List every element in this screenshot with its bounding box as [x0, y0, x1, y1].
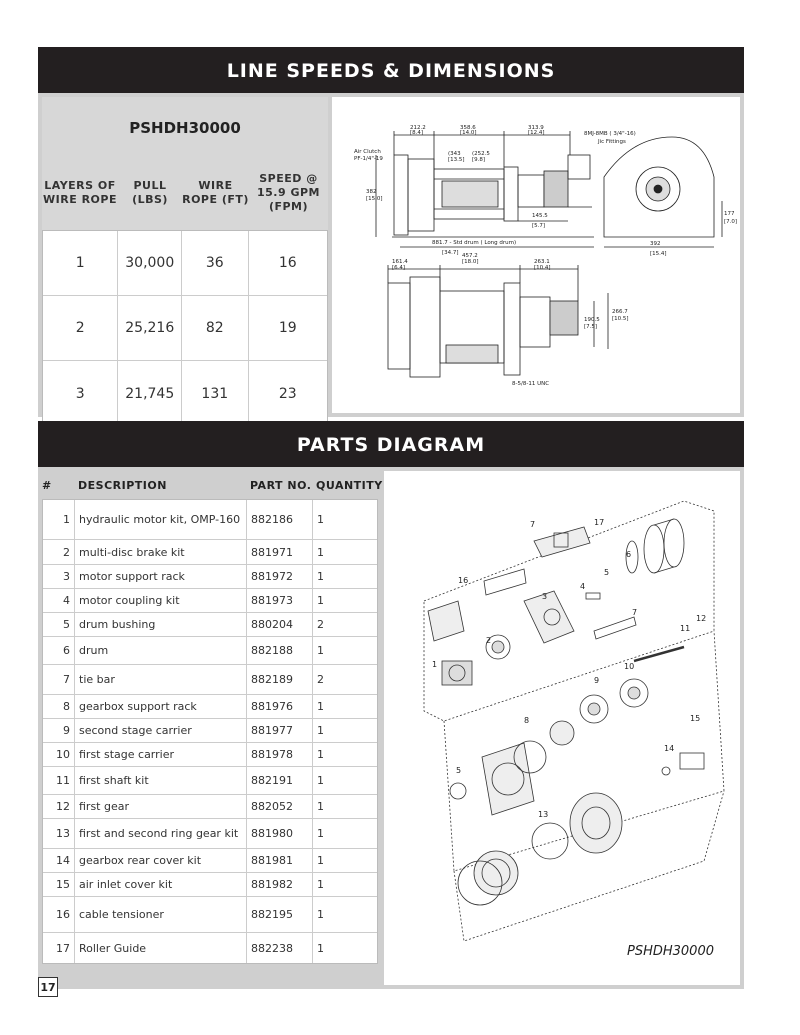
parts-cell: 1	[317, 800, 324, 813]
parts-cell: 882191	[247, 767, 313, 794]
parts-row	[43, 565, 377, 589]
header-description: DESCRIPTION	[78, 478, 167, 492]
air-clutch-thread: PF-1/4"-19	[354, 156, 383, 162]
parts-cell: 881981	[247, 849, 313, 872]
callout-6: 6	[626, 550, 632, 559]
parts-cell: 881976	[247, 695, 313, 718]
parts-cell: motor support rack	[75, 565, 247, 588]
parts-cell: Roller Guide	[75, 933, 247, 963]
spec-cell: 131	[182, 361, 249, 426]
parts-row	[43, 695, 377, 719]
parts-cell: air inlet cover kit	[75, 873, 247, 896]
parts-cell: 881978	[247, 743, 313, 766]
parts-cell: 1	[317, 774, 324, 787]
spec-cell: 2	[43, 296, 118, 360]
winch-dimension-svg	[332, 97, 740, 413]
dim-343-in: [13.5]	[448, 157, 465, 163]
parts-row	[43, 540, 377, 565]
parts-row	[43, 767, 377, 795]
parts-cell: 1	[317, 748, 324, 761]
dim-177-in: [7.0]	[724, 219, 738, 225]
parts-cell: 882052	[247, 795, 313, 818]
parts-cell: 11	[43, 767, 75, 794]
dim-392-in: [15.4]	[650, 251, 667, 257]
parts-cell: 16	[43, 897, 75, 932]
callout-7: 7	[632, 608, 638, 617]
parts-section	[38, 467, 744, 989]
line-speeds-section	[38, 93, 744, 417]
parts-cell: first gear	[75, 795, 247, 818]
header-number: #	[42, 478, 52, 492]
parts-cell: 881972	[247, 565, 313, 588]
parts-cell: 1	[317, 513, 324, 526]
callout-5: 5	[604, 568, 610, 577]
spec-row	[43, 231, 327, 296]
callout-5: 5	[456, 766, 462, 775]
parts-table	[42, 471, 383, 964]
spec-row	[43, 296, 327, 361]
dim-252: (252.5	[472, 151, 490, 157]
dim-177: 177	[724, 211, 735, 217]
parts-cell: 882195	[247, 897, 313, 932]
parts-cell: drum bushing	[75, 613, 247, 636]
header-speed: SPEED @ 15.9 GPM (FPM)	[256, 172, 320, 213]
parts-row	[43, 637, 377, 665]
parts-cell: 13	[43, 819, 75, 848]
dim-457: 457.2	[462, 253, 478, 259]
parts-cell: first shaft kit	[75, 767, 247, 794]
dim-190: 190.5	[584, 317, 600, 323]
parts-row	[43, 589, 377, 613]
parts-cell: 4	[43, 589, 75, 612]
parts-cell: 3	[43, 565, 75, 588]
parts-row	[43, 849, 377, 873]
spec-cell: 36	[182, 231, 249, 295]
callout-7: 7	[530, 520, 536, 529]
callout-9: 9	[594, 676, 600, 685]
dim-382: 382	[366, 189, 377, 195]
parts-cell: 1	[317, 827, 324, 840]
parts-cell: 12	[43, 795, 75, 818]
parts-cell: 17	[43, 933, 75, 963]
dim-190-in: [7.5]	[584, 324, 598, 330]
parts-cell: 9	[43, 719, 75, 742]
parts-cell: gearbox support rack	[75, 695, 247, 718]
air-clutch-label: Air Clutch	[354, 149, 381, 155]
dim-161: 161.4	[392, 259, 408, 265]
callout-17: 17	[594, 518, 605, 527]
callout-16: 16	[458, 576, 469, 585]
parts-cell: 882238	[247, 933, 313, 963]
dim-drum-in: [34.7]	[442, 250, 459, 256]
dim-161-in: [6.4]	[392, 265, 406, 271]
parts-cell: 1	[317, 545, 324, 559]
dim-212-in: [8.4]	[410, 130, 424, 136]
header-quantity: QUANTITY	[316, 478, 383, 492]
dim-263-in: [10.4]	[534, 265, 551, 271]
dim-358-in: [14.0]	[460, 130, 477, 136]
callout-10: 10	[624, 662, 635, 671]
parts-cell: 1	[317, 724, 324, 737]
callout-15: 15	[690, 714, 701, 723]
parts-row	[43, 500, 377, 540]
parts-cell: first and second ring gear kit	[75, 819, 247, 848]
parts-cell: drum	[75, 637, 247, 664]
parts-cell: hydraulic motor kit, OMP-160	[75, 500, 247, 539]
parts-row	[43, 795, 377, 819]
parts-cell: 14	[43, 849, 75, 872]
parts-cell: 881973	[247, 589, 313, 612]
header-pull: PULL (LBS)	[132, 179, 168, 206]
parts-cell: 6	[43, 637, 75, 664]
callout-13: 13	[538, 810, 549, 819]
parts-cell: 882186	[247, 500, 313, 539]
parts-cell: multi-disc brake kit	[75, 540, 247, 564]
parts-row	[43, 933, 377, 963]
bolt-spec: 8-5/8-11 UNC	[512, 381, 550, 387]
dim-drum: 881.7 - Std drum ( Long drum)	[432, 240, 517, 246]
parts-cell: 1	[317, 644, 324, 657]
spec-cell: 19	[278, 320, 297, 336]
spec-cell: 30,000	[118, 231, 182, 295]
spec-table-body	[42, 230, 328, 427]
dim-252-in: [9.8]	[472, 157, 486, 163]
parts-cell: 882188	[247, 637, 313, 664]
fitting-spec: 8MJ-8MB ( 3/4"-16)	[584, 131, 636, 137]
parts-cell: gearbox rear cover kit	[75, 849, 247, 872]
spec-cell: 16	[278, 255, 297, 271]
callout-3: 3	[542, 592, 548, 601]
dim-358: 358.6	[460, 125, 476, 131]
parts-cell: 2	[317, 618, 324, 631]
parts-cell: 1	[317, 878, 324, 891]
callout-8: 8	[524, 716, 530, 725]
parts-cell: 1	[43, 500, 75, 539]
dim-313-in: [12.4]	[528, 130, 545, 136]
parts-cell: 15	[43, 873, 75, 896]
line-speeds-title: LINE SPEEDS & DIMENSIONS	[38, 47, 744, 93]
dim-313: 313.9	[528, 125, 544, 131]
callout-12: 12	[696, 614, 707, 623]
parts-cell: 882189	[247, 665, 313, 694]
dim-457-in: [18.0]	[462, 259, 479, 265]
dimension-drawing	[332, 97, 740, 413]
line-speeds-table	[42, 97, 328, 413]
page-number: 17	[38, 977, 58, 997]
dim-145-in: [5.7]	[532, 223, 546, 229]
spec-cell: 23	[278, 385, 297, 402]
parts-row	[43, 613, 377, 637]
parts-cell: 1	[317, 854, 324, 867]
header-wire-rope: WIRE ROPE (FT)	[182, 179, 249, 206]
parts-cell: 2	[317, 673, 324, 686]
model-title: PSHDH30000	[129, 119, 241, 137]
exploded-parts-diagram	[384, 471, 740, 985]
parts-cell: second stage carrier	[75, 719, 247, 742]
parts-cell: 881977	[247, 719, 313, 742]
parts-cell: 880204	[247, 613, 313, 636]
spec-row	[43, 361, 327, 426]
exploded-view-svg	[384, 471, 740, 985]
parts-cell: 1	[317, 570, 324, 583]
parts-cell: 2	[43, 540, 75, 564]
parts-cell: 10	[43, 743, 75, 766]
callout-14: 14	[664, 744, 675, 753]
dim-212: 212.2	[410, 125, 426, 131]
parts-row	[43, 719, 377, 743]
dim-145: 145.5	[532, 213, 548, 219]
callout-2: 2	[486, 636, 492, 645]
parts-row	[43, 873, 377, 897]
header-layers: LAYERS OF WIRE ROPE	[43, 179, 117, 206]
callout-labels	[432, 518, 706, 819]
parts-cell: 5	[43, 613, 75, 636]
parts-row	[43, 665, 377, 695]
spec-table-header	[42, 157, 328, 229]
spec-cell: 21,745	[118, 361, 182, 426]
callout-4: 4	[580, 582, 586, 591]
parts-row	[43, 897, 377, 933]
parts-cell: 1	[317, 908, 324, 921]
parts-row	[43, 819, 377, 849]
callout-1: 1	[432, 660, 438, 669]
parts-cell: cable tensioner	[75, 897, 247, 932]
dim-392: 392	[650, 241, 661, 247]
parts-row	[43, 743, 377, 767]
parts-cell: 1	[317, 594, 324, 607]
parts-cell: 881980	[247, 819, 313, 848]
fitting-type: Jic Fittings	[598, 139, 626, 145]
parts-cell: motor coupling kit	[75, 589, 247, 612]
parts-table-body	[42, 499, 378, 964]
spec-cell: 82	[182, 296, 249, 360]
parts-cell: 7	[43, 665, 75, 694]
parts-cell: 881982	[247, 873, 313, 896]
callout-11: 11	[680, 624, 691, 633]
parts-cell: tie bar	[75, 665, 247, 694]
spec-cell: 1	[43, 231, 118, 295]
parts-cell: 1	[317, 941, 324, 955]
parts-cell: 8	[43, 695, 75, 718]
parts-cell: 1	[317, 700, 324, 713]
parts-diagram-title: PARTS DIAGRAM	[38, 421, 744, 467]
dim-266: 266.7	[612, 309, 628, 315]
parts-cell: 881971	[247, 540, 313, 564]
header-part-no: PART NO.	[250, 478, 312, 492]
parts-cell: first stage carrier	[75, 743, 247, 766]
dim-382-in: [15.0]	[366, 196, 383, 202]
dim-266-in: [10.5]	[612, 316, 629, 322]
diagram-model-label: PSHDH30000	[626, 944, 714, 959]
spec-cell: 25,216	[118, 296, 182, 360]
dim-263: 263.1	[534, 259, 550, 265]
parts-table-header	[42, 471, 383, 499]
spec-cell: 3	[43, 361, 118, 426]
dim-343: (343	[448, 151, 461, 157]
